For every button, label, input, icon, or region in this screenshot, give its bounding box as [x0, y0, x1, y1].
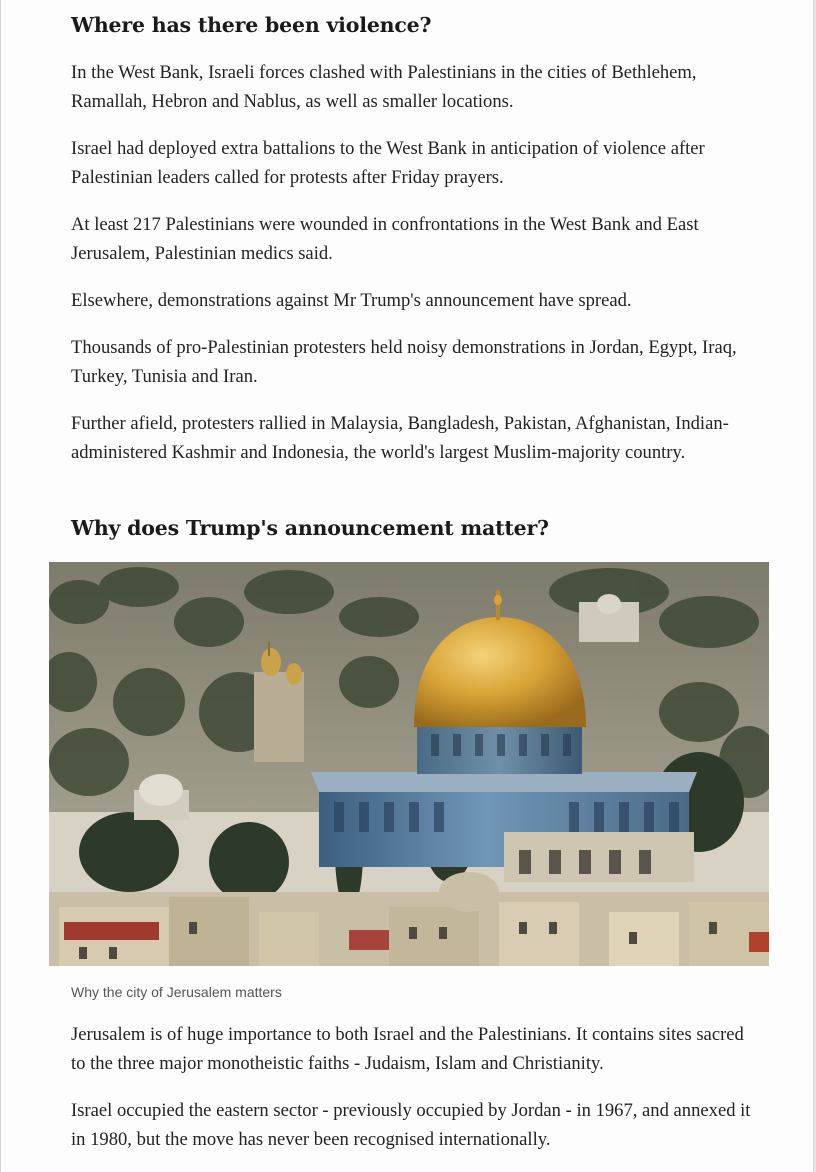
- photo-caption: Why the city of Jerusalem matters: [71, 984, 282, 1000]
- paragraph-west-bank-clashes: In the West Bank, Israeli forces clashed with Palestinians in the cities of Bethlehem, Ramallah, Hebron and Nablus, as well as smaller locations.: [71, 62, 697, 112]
- paragraph-extra-battalions: Israel had deployed extra battalions to the West Bank in anticipation of violence after Palestinian leaders called for protests after Friday prayers.: [71, 138, 705, 188]
- paragraph-further-afield: Further afield, protesters rallied in Malaysia, Bangladesh, Pakistan, Afghanistan, Indian-administered Kashmir and Indonesia, the world's largest Muslim-majority country.: [71, 413, 729, 463]
- dome-of-the-rock-photo: [49, 562, 769, 966]
- paragraph-occupation-history: Israel occupied the eastern sector - previously occupied by Jordan - in 1967, and annexed it in 1980, but the move has never been recognised internationally.: [71, 1100, 751, 1150]
- paragraph-regional-protests: Thousands of pro-Palestinian protesters held noisy demonstrations in Jordan, Egypt, Iraq, Turkey, Tunisia and Iran.: [71, 337, 737, 387]
- section-heading-violence: Where has there been violence?: [71, 13, 432, 37]
- paragraph-jerusalem-importance: Jerusalem is of huge importance to both Israel and the Palestinians. It contains sites sacred to the three major monotheistic faiths - Judaism, Islam and Christianity.: [71, 1024, 744, 1074]
- paragraph-demonstrations-spread: Elsewhere, demonstrations against Mr Trump's announcement have spread.: [71, 290, 632, 311]
- paragraph-wounded: At least 217 Palestinians were wounded in confrontations in the West Bank and East Jerusalem, Palestinian medics said.: [71, 214, 699, 264]
- section-heading-matter: Why does Trump's announcement matter?: [71, 516, 549, 540]
